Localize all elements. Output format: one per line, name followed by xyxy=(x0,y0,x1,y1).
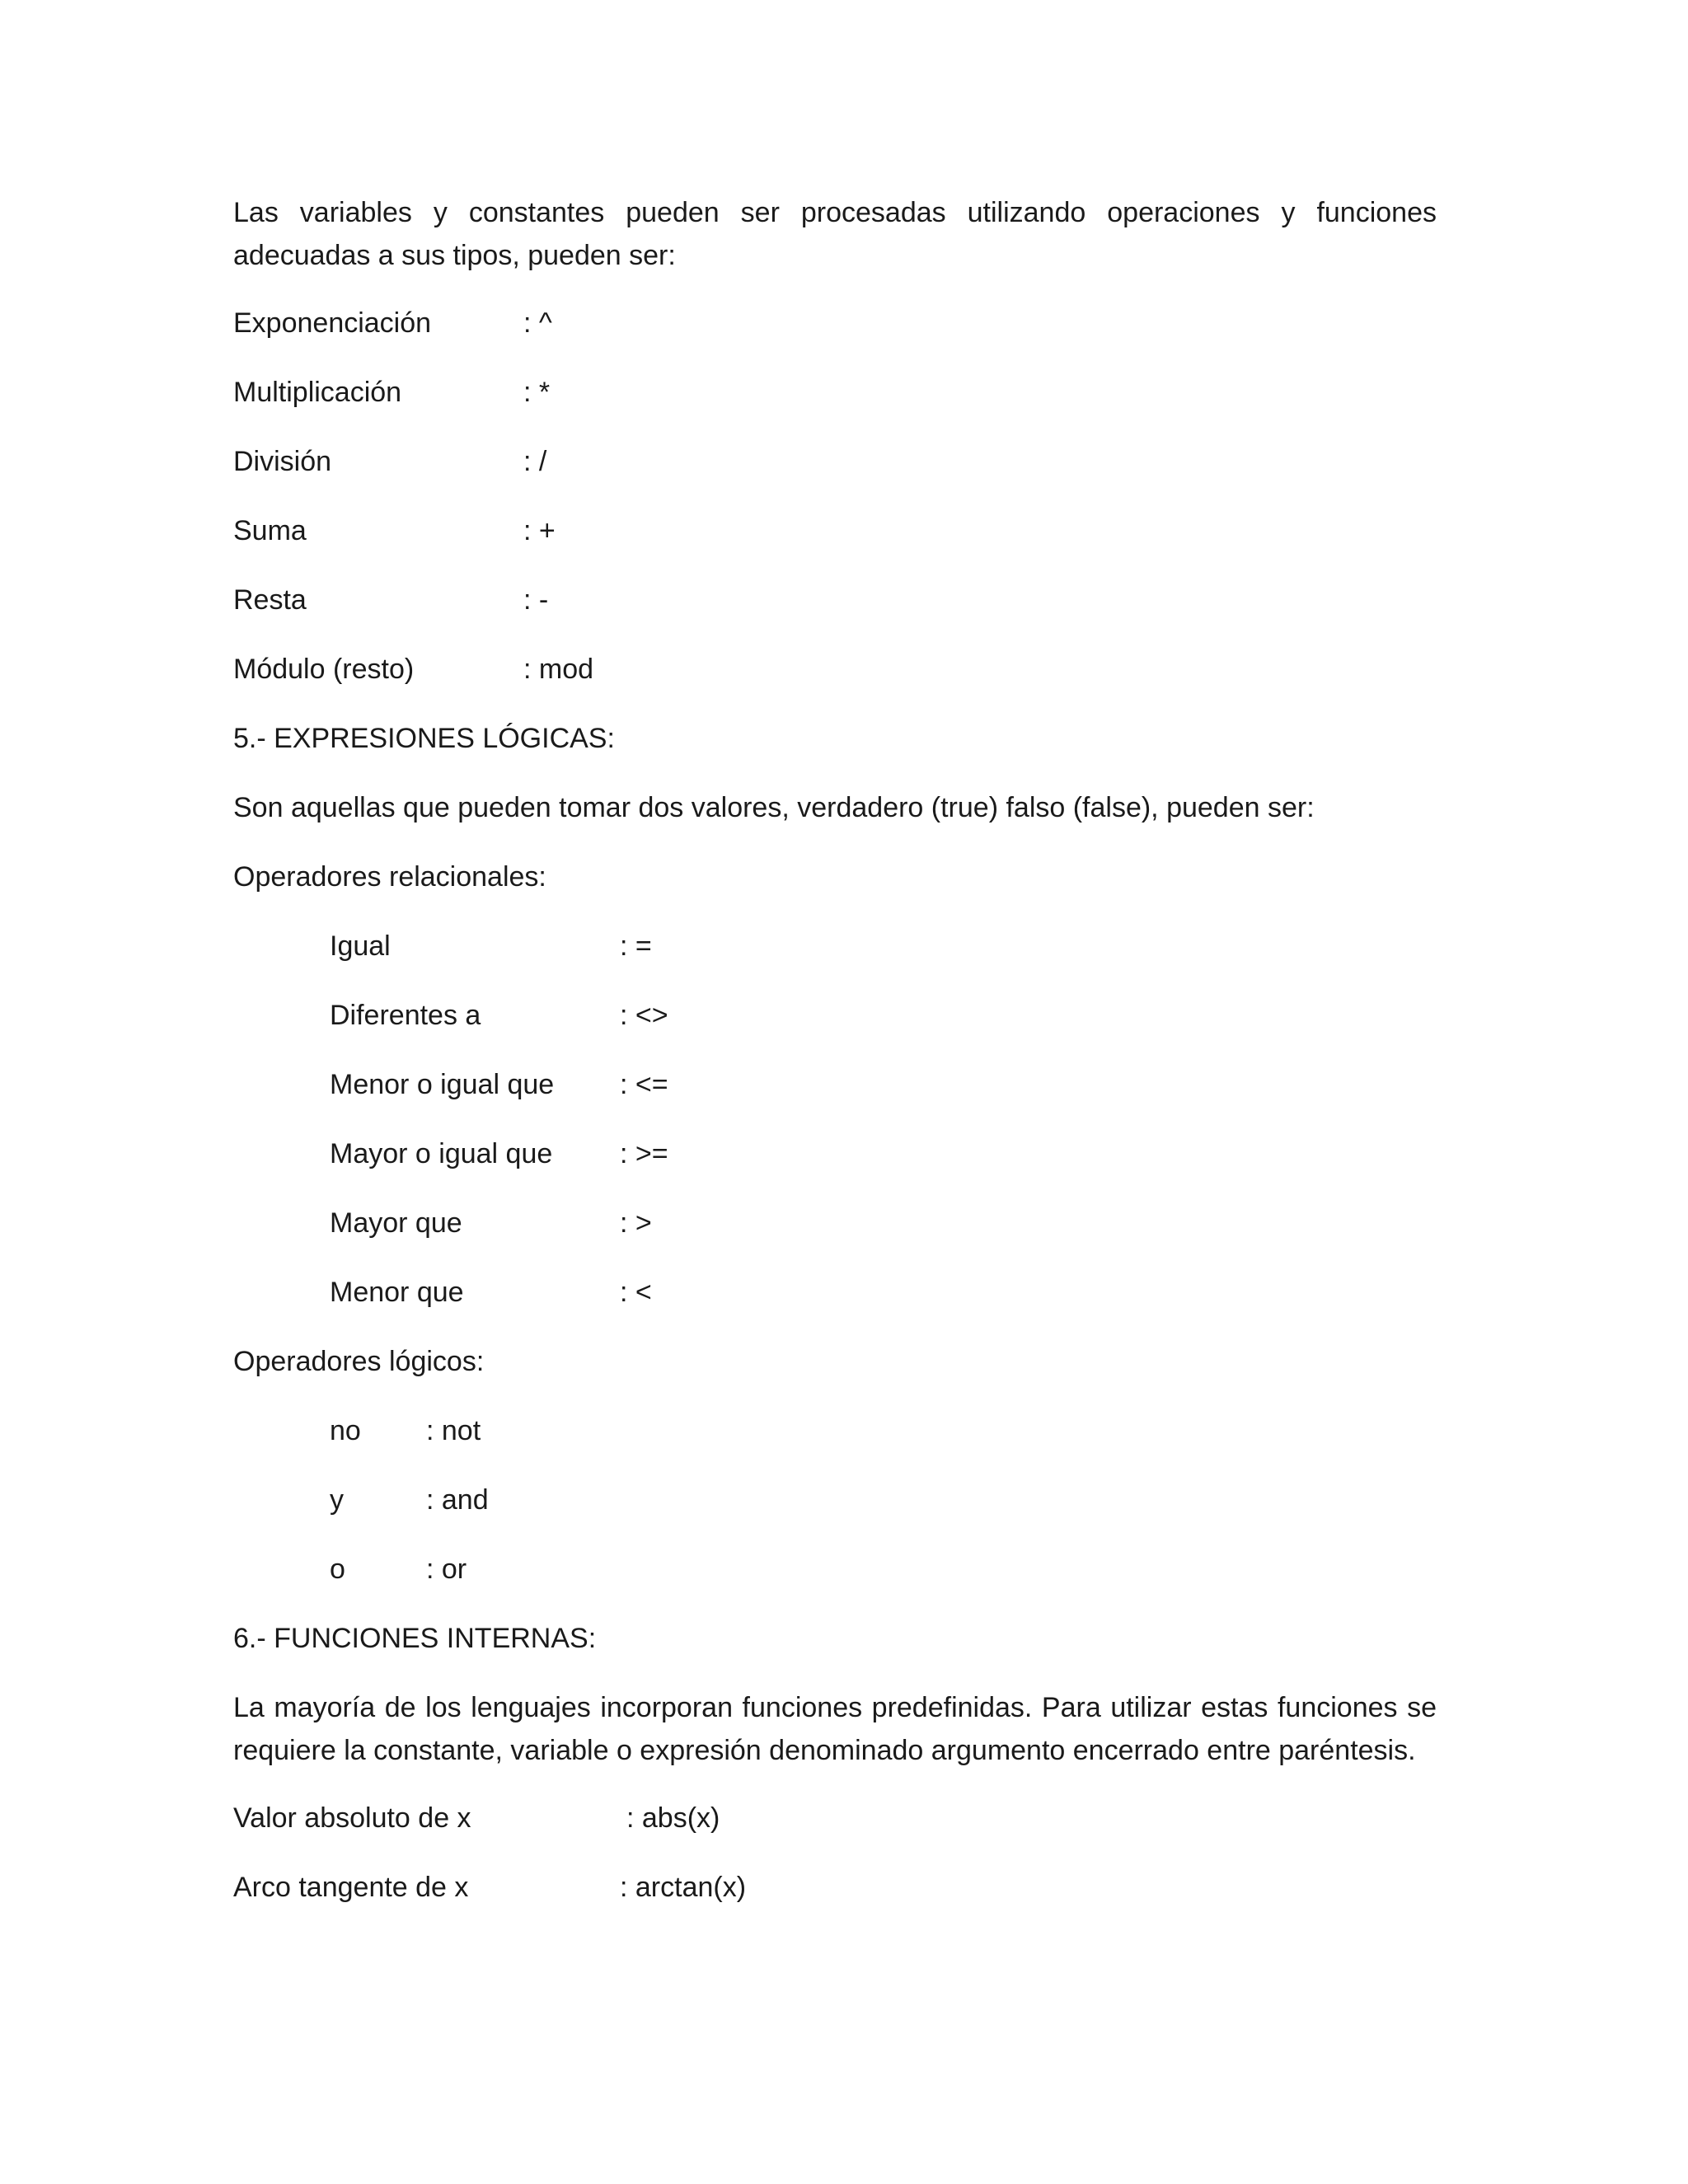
op-label: Resta xyxy=(233,584,307,616)
section5-heading: 5.- EXPRESIONES LÓGICAS: xyxy=(233,723,615,754)
function-label: Arco tangente de x xyxy=(233,1872,469,1903)
op-symbol: : - xyxy=(523,584,549,616)
op-label: Suma xyxy=(233,515,307,546)
op-label: y xyxy=(330,1484,344,1516)
section6-heading: 6.- FUNCIONES INTERNAS: xyxy=(233,1623,597,1654)
op-label: no xyxy=(330,1415,361,1446)
op-symbol: : and xyxy=(426,1484,489,1516)
op-symbol: : * xyxy=(523,377,551,408)
function-label: Valor absoluto de x xyxy=(233,1802,471,1834)
op-label: Exponenciación xyxy=(233,307,432,339)
op-symbol: : or xyxy=(426,1554,467,1585)
op-label: Módulo (resto) xyxy=(233,654,415,685)
section5-intro: Son aquellas que pueden tomar dos valores, verdadero (true) falso (false), pueden ser: xyxy=(233,792,1315,823)
section6-intro: La mayoría de los lenguajes incorporan funciones predefinidas. Para utilizar estas funciones se requiere la constante, variable o expresión denominado argumento encerrado entre paréntesis. xyxy=(233,1692,1437,1766)
function-symbol: : arctan(x) xyxy=(620,1872,747,1903)
relational-heading: Operadores relacionales: xyxy=(233,861,546,893)
op-label: Igual xyxy=(330,930,391,962)
function-symbol: : abs(x) xyxy=(626,1802,720,1834)
op-label: Menor o igual que xyxy=(330,1069,555,1100)
op-label: Mayor que xyxy=(330,1207,462,1239)
logical-heading: Operadores lógicos: xyxy=(233,1346,485,1377)
op-label: Multiplicación xyxy=(233,377,402,408)
op-symbol: : ^ xyxy=(523,307,552,339)
op-symbol: : > xyxy=(620,1207,652,1239)
op-symbol: : = xyxy=(620,930,652,962)
op-symbol: : < xyxy=(620,1277,652,1308)
op-symbol: : <= xyxy=(620,1069,668,1100)
op-symbol: : / xyxy=(523,446,547,477)
op-symbol: : mod xyxy=(523,654,594,685)
op-label: o xyxy=(330,1554,345,1585)
op-symbol: : >= xyxy=(620,1138,668,1169)
op-label: Menor que xyxy=(330,1277,464,1308)
intro-paragraph: Las variables y constantes pueden ser procesadas utilizando operaciones y funciones adecuadas a sus tipos, pueden ser: xyxy=(233,197,1437,271)
op-symbol: : <> xyxy=(620,1000,668,1031)
op-label: Mayor o igual que xyxy=(330,1138,553,1169)
op-label: División xyxy=(233,446,332,477)
op-symbol: : + xyxy=(523,515,556,546)
op-symbol: : not xyxy=(426,1415,481,1446)
op-label: Diferentes a xyxy=(330,1000,481,1031)
